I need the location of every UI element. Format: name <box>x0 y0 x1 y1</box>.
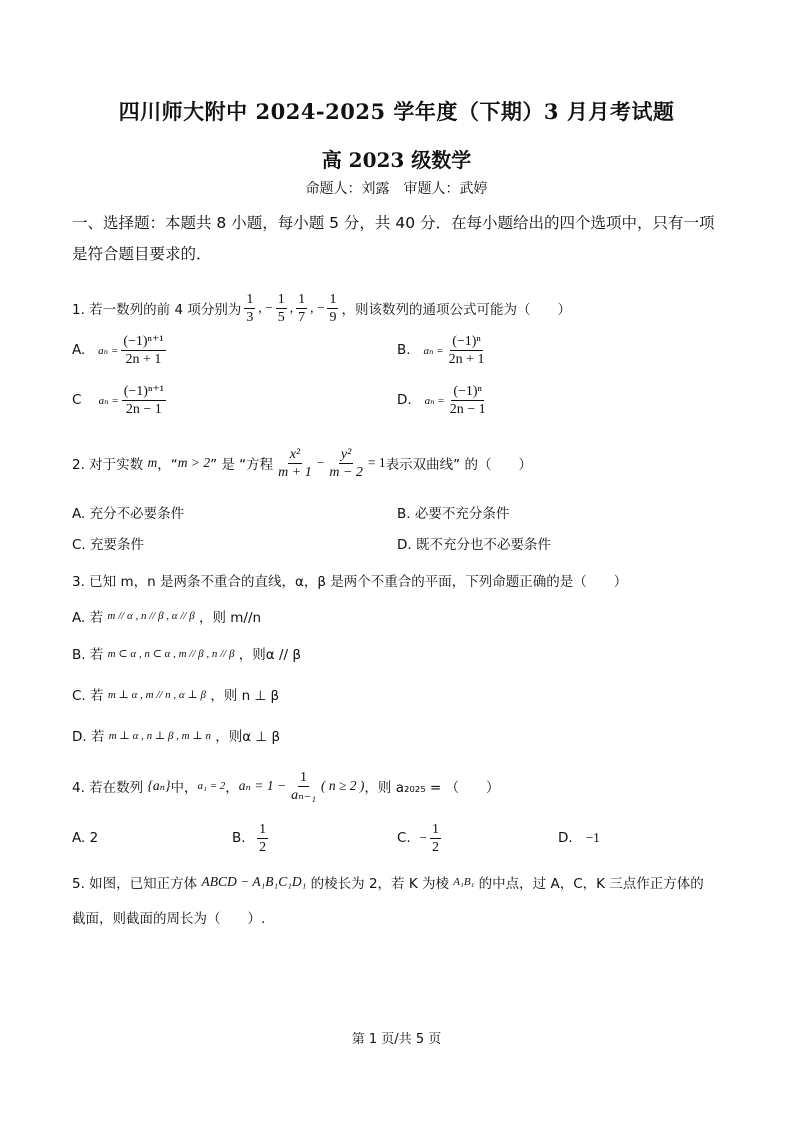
q1-suffix: ，则该数列的通项公式可能为（ ） <box>341 302 571 318</box>
q4-option-b[interactable]: B. $\frac{1}{2}$ <box>232 821 267 855</box>
q4-option-c-fraction: $\frac{1}{2}$ <box>431 821 439 855</box>
q4-option-a[interactable]: A. 2 <box>72 830 99 846</box>
q1-term-4: $\frac{1}{9}$ <box>329 291 337 325</box>
q3-option-c[interactable]: C. 若 m ⊥ α , m // n , α ⊥ β ，则 n ⊥ β <box>72 688 280 704</box>
question-5-line2: 截面，则截面的周长为（ ）. <box>72 911 266 927</box>
q1-term-3: $\frac{1}{7}$ <box>298 291 306 325</box>
q4-option-b-fraction: $\frac{1}{2}$ <box>259 821 267 855</box>
exam-subtitle: 高 2023 级数学 <box>321 148 472 172</box>
q1-option-c[interactable]: C aₙ = $\frac{\text{(−1)ⁿ⁺¹}}{2n - 1}$ <box>72 383 164 417</box>
exam-authors: 命题人：刘露 审题人：武婷 <box>305 181 488 197</box>
q1-option-a-fraction: $\frac{\text{(−1)ⁿ⁺¹}}{2n + 1}$ <box>123 333 164 367</box>
q4-fraction: $\frac{1}{\text{aₙ₋₁}}$ <box>291 769 317 803</box>
q2-option-a[interactable]: A. 充分不必要条件 <box>72 506 185 522</box>
q1-option-c-fraction: $\frac{\text{(−1)ⁿ⁺¹}}{2n - 1}$ <box>123 383 164 417</box>
q1-term-1: $\frac{1}{3}$ <box>246 291 254 325</box>
section-heading-line2: 是符合题目要求的． <box>72 245 212 263</box>
q1-option-b-fraction: $\frac{\text{(−1)ⁿ}}{2n + 1}$ <box>448 333 485 367</box>
q3-option-b[interactable]: B. 若 m ⊂ α , n ⊂ α , m // β , n // β ，则α // β <box>72 647 301 663</box>
q3-option-d[interactable]: D. 若 m ⊥ α , n ⊥ β , m ⊥ n ，则α ⊥ β <box>72 729 281 745</box>
q2-fraction-x: $\frac{\text{x²}}{m + 1}$ <box>278 446 312 480</box>
q2-fraction-y: $\frac{\text{y²}}{m - 2}$ <box>329 446 363 480</box>
q1-option-b[interactable]: B. aₙ = $\frac{\text{(−1)ⁿ}}{2n + 1}$ <box>397 333 485 367</box>
q2-option-b[interactable]: B. 必要不充分条件 <box>397 506 510 522</box>
q3-option-a[interactable]: A. 若 m // α , n // β , α // β ，则 m//n <box>72 610 262 626</box>
q1-prefix: 1. 若一数列的前 4 项分别为 <box>72 302 242 318</box>
exam-title: 四川师大附中 2024-2025 学年度（下期）3 月月考试题 <box>118 99 675 124</box>
q1-option-d-fraction: $\frac{\text{(−1)ⁿ}}{2n - 1}$ <box>449 383 486 417</box>
q2-option-d[interactable]: D. 既不充分也不必要条件 <box>397 537 551 553</box>
q1-option-d[interactable]: D. aₙ = $\frac{\text{(−1)ⁿ}}{2n - 1}$ <box>397 383 486 417</box>
q2-option-c[interactable]: C. 充要条件 <box>72 537 145 553</box>
section-heading-line1: 一、选择题：本题共 8 小题，每小题 5 分，共 40 分．在每小题给出的四个选项中，只有一项 <box>72 214 715 232</box>
q4-option-c[interactable]: C. − $\frac{1}{2}$ <box>397 821 439 855</box>
q4-option-d[interactable]: D. −1 <box>558 830 600 846</box>
question-2-stem: 2. 对于实数 m ，“ m > 2 ” 是 “方程 $\frac{\text{x²}}{m + 1}$ − $\frac{\text{y²}}{m - 2}$ = 1 表示双曲线” 的（ ） <box>72 446 532 480</box>
q1-option-a[interactable]: A. aₙ = $\frac{\text{(−1)ⁿ⁺¹}}{2n + 1}$ <box>72 333 164 367</box>
question-4-stem: 4. 若在数列 {aₙ} 中， a₁ = 2 ， aₙ = 1 − $\frac{1}{\text{aₙ₋₁}}$ ( n ≥ 2 ) ，则 a₂₀₂₅ = （ ） <box>72 769 500 803</box>
question-5-line1: 5. 如图，已知正方体 ABCD − A₁B₁C₁D₁ 的棱长为 2，若 K 为棱 A₁B₁ 的中点，过 A，C，K 三点作正方体的 <box>72 874 704 892</box>
question-1-stem: 1. 若一数列的前 4 项分别为 $\frac{1}{3}$ , − $\frac{1}{5}$ , $\frac{1}{7}$ , − $\frac{1}{9}$ ，则该数列的通项公式可能为（ ） <box>72 291 571 325</box>
q1-term-2: $\frac{1}{5}$ <box>277 291 285 325</box>
page-footer: 第 1 页/共 5 页 <box>351 1032 442 1047</box>
question-3-stem: 3. 已知 m，n 是两条不重合的直线，α，β 是两个不重合的平面，下列命题正确的是（ ） <box>72 574 628 590</box>
